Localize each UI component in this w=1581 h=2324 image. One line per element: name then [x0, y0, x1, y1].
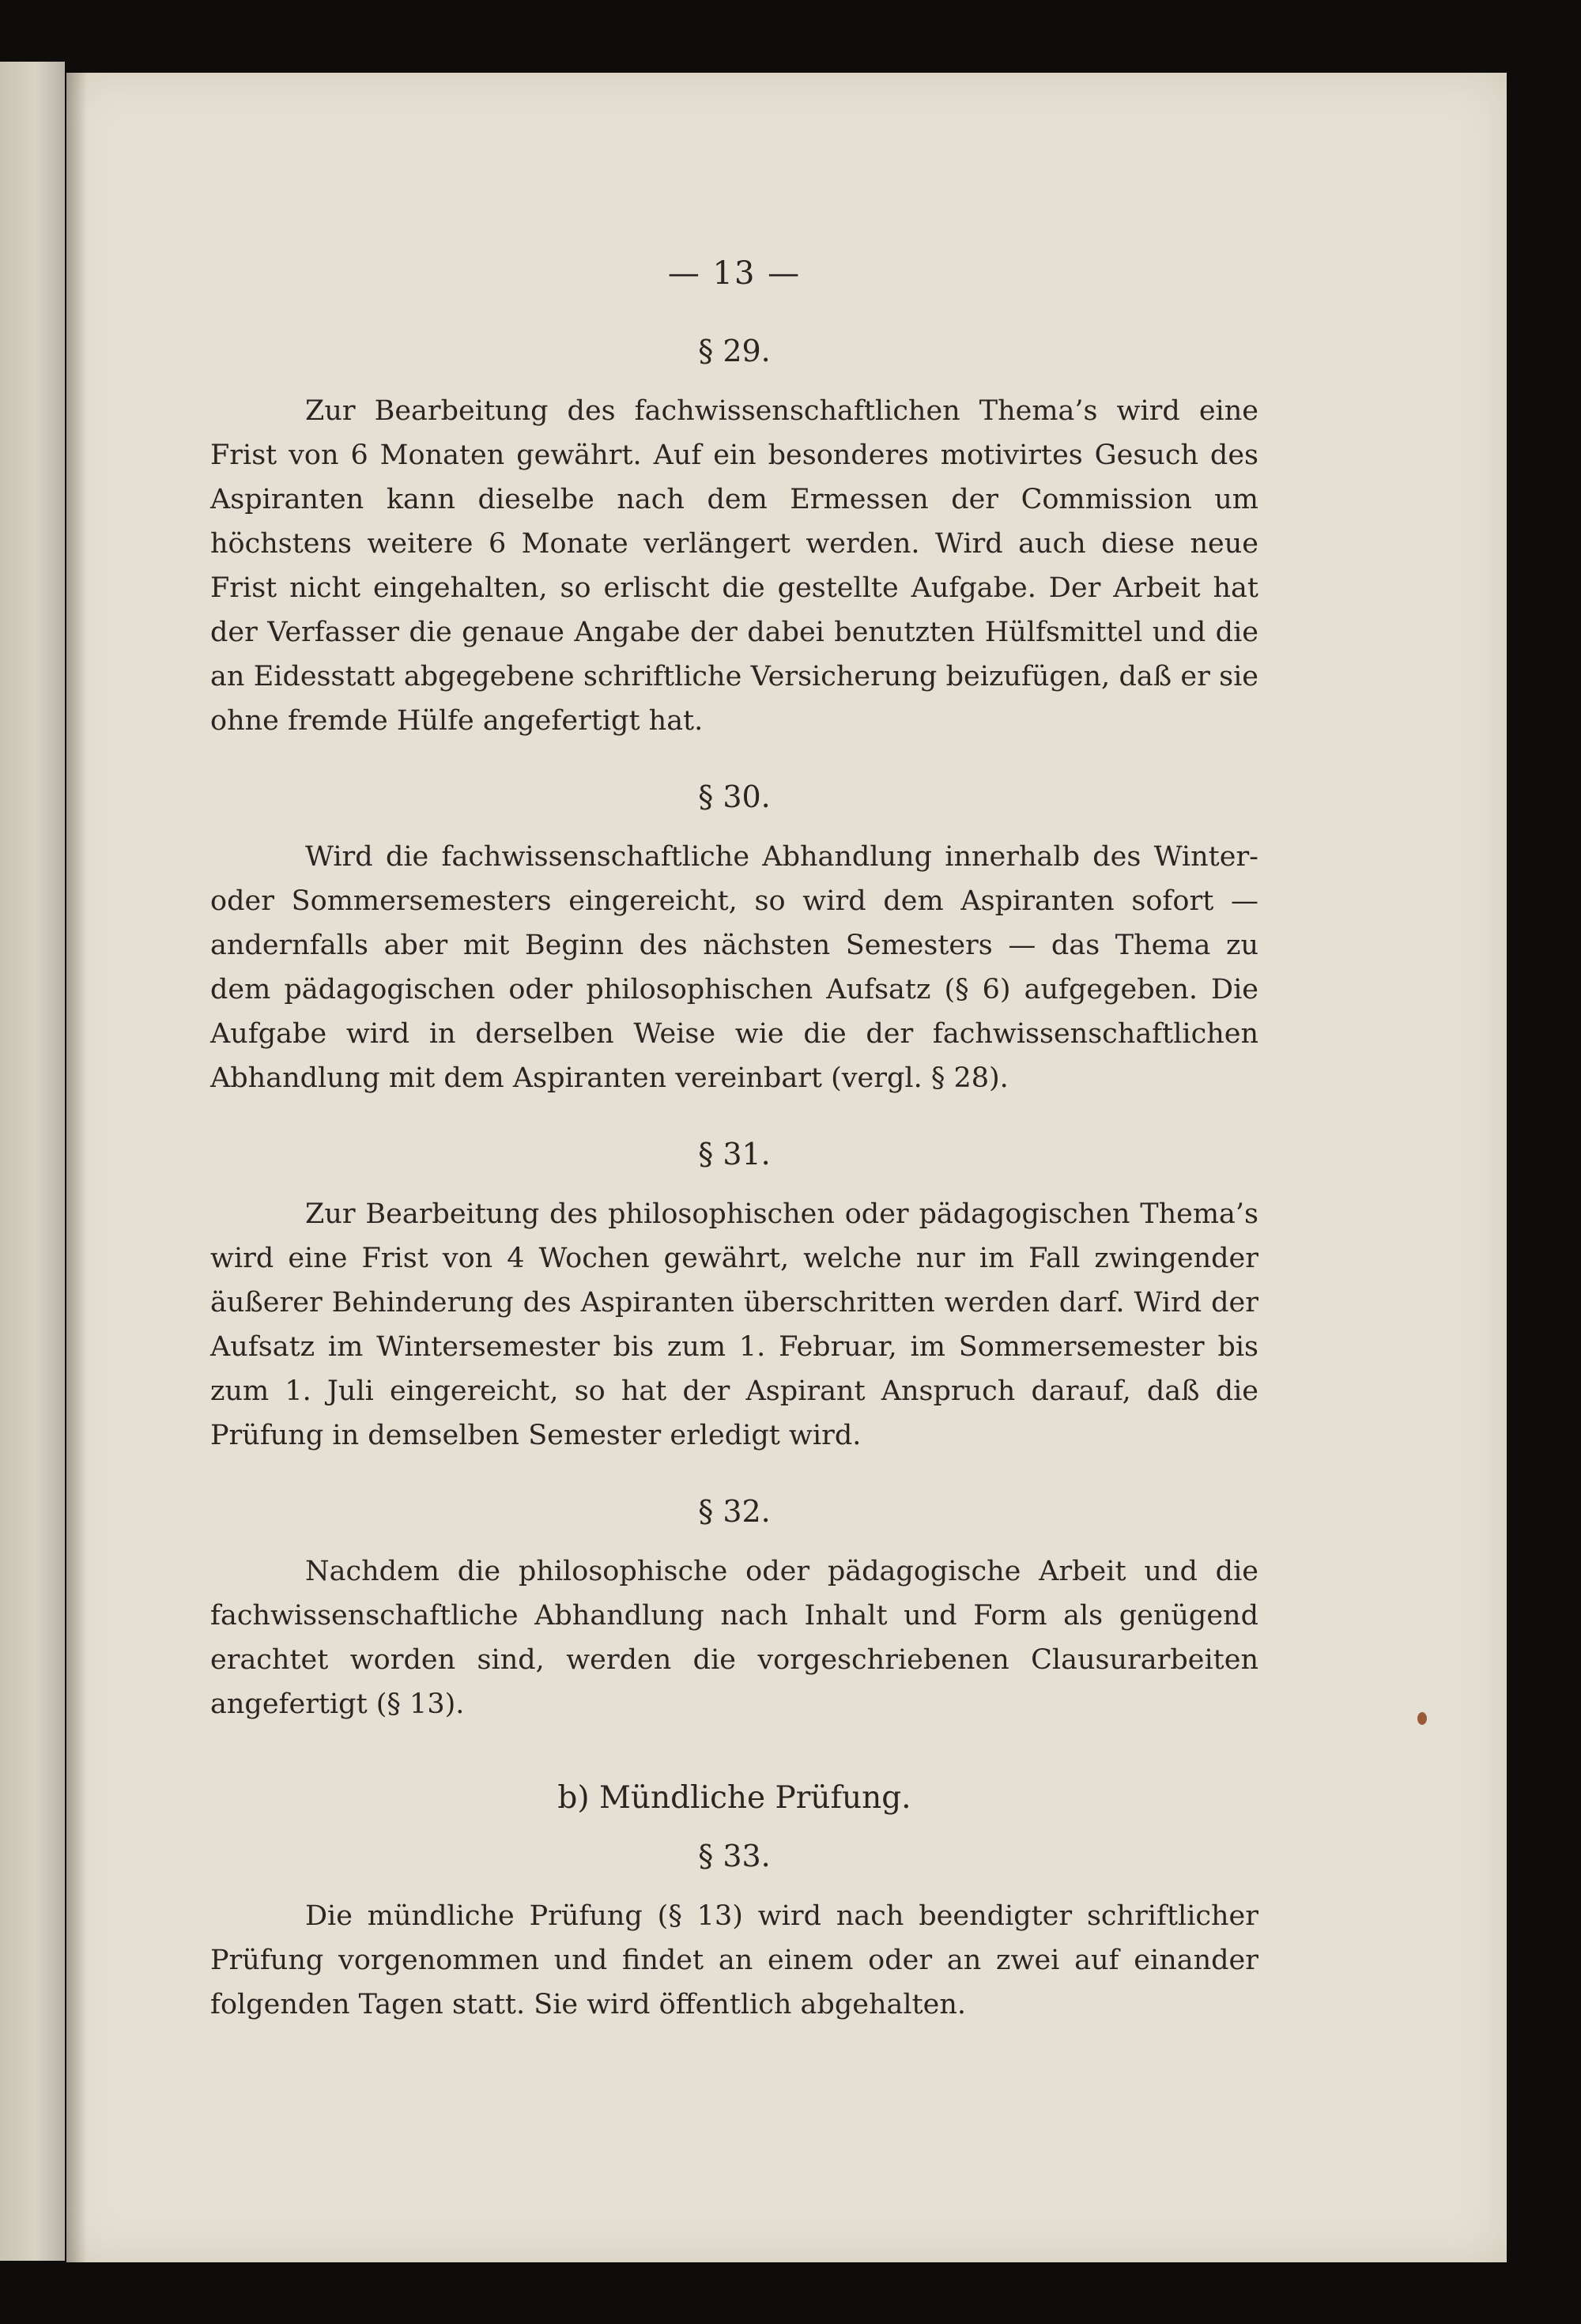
- section-32-text: Nachdem die philosophische oder pädagogische Arbeit und die fachwissenschaftliche Abhandlung nach Inhalt und Form als genügend erachtet worden sind, werden die vorgeschriebenen Clausurarbeiten angefertigt (§ 13).: [210, 1556, 1258, 1720]
- section-31-heading: § 31.: [698, 1137, 771, 1171]
- page-text: [210, 250, 1258, 2058]
- section-32-heading: § 32.: [698, 1494, 771, 1529]
- section-31-text: Zur Bearbeitung des philosophischen oder pädagogischen Thema’s wird eine Frist von 4 Wochen gewährt, welche nur im Fall zwingender äußerer Behinderung des Aspiranten überschritten werden darf. Wird der Aufsatz im Wintersemester bis zum 1. Februar, im Sommersemester bis zum 1. Juli eingereicht, so hat der Aspirant Anspruch darauf, daß die Prüfung in demselben Semester erledigt wird.: [210, 1198, 1258, 1451]
- section-33-heading: § 33.: [698, 1839, 771, 1873]
- paper-stain: [1417, 1712, 1427, 1725]
- page-number: — 13 —: [667, 255, 802, 292]
- section-30-text: Wird die fachwissenschaftliche Abhandlung innerhalb des Winter- oder Sommersemesters eingereicht, so wird dem Aspiranten sofort — andernfalls aber mit Beginn des nächsten Semesters — das Thema zu dem pädagogischen oder philosophischen Aufsatz (§ 6) aufgegeben. Die Aufgabe wird in derselben Weise wie die der fachwissenschaftlichen Abhandlung mit dem Aspiranten vereinbart (vergl. § 28).: [210, 841, 1258, 1094]
- subsection-heading: b) Mündliche Prüfung.: [557, 1780, 911, 1816]
- previous-page-edge: [0, 62, 65, 2261]
- section-29-text: Zur Bearbeitung des fachwissenschaftlichen Thema’s wird eine Frist von 6 Monaten gewährt. Auf ein besonderes motivirtes Gesuch des Aspiranten kann dieselbe nach dem Ermessen der Commission um höchstens weitere 6 Monate verlängert werden. Wird auch diese neue Frist nicht eingehalten, so erlischt die gestellte Aufgabe. Der Arbeit hat der Verfasser die genaue Angabe der dabei benutzten Hülfsmittel und die an Eidesstatt abgegebene schriftliche Versicherung beizufügen, daß er sie ohne fremde Hülfe angefertigt hat.: [210, 395, 1258, 737]
- gutter-shadow: [66, 73, 87, 2262]
- section-30-heading: § 30.: [698, 779, 771, 814]
- section-29-heading: § 29.: [698, 334, 771, 368]
- section-33-text: Die mündliche Prüfung (§ 13) wird nach beendigter schriftlicher Prüfung vorgenommen und findet an einem oder an zwei auf einander folgenden Tagen statt. Sie wird öffentlich abgehalten.: [210, 1900, 1258, 2020]
